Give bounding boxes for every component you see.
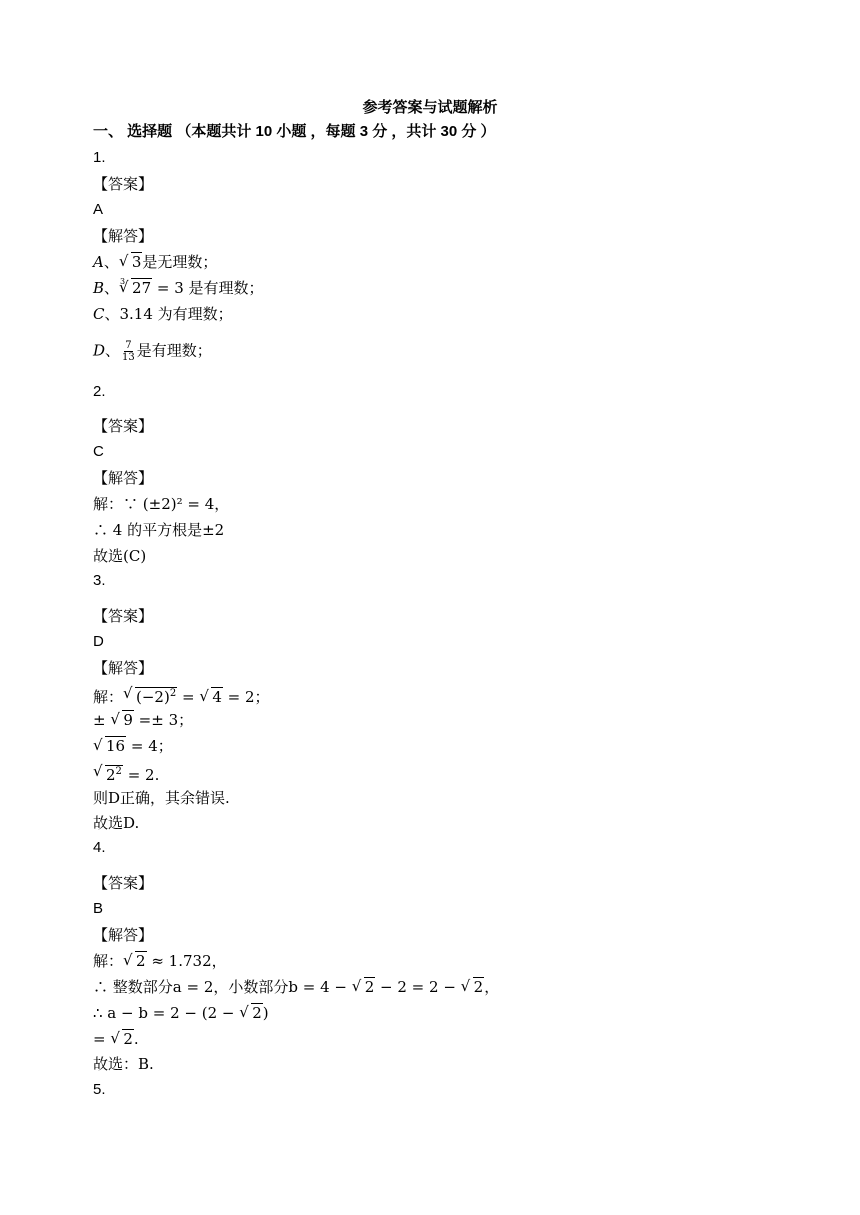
q3-line-1-radicand-2: 4 [212, 688, 222, 706]
q3-line-1 [93, 684, 270, 707]
q4-line-1 [93, 951, 227, 971]
q1-answer-label: 【答案】 [93, 175, 154, 193]
q3-line-6: 故选D. [93, 814, 140, 832]
q3-line-4-end: = 2. [122, 766, 160, 784]
q3-line-1-prefix: 解： [93, 688, 124, 706]
q4-line-4-end: . [133, 1030, 139, 1048]
q1-line-d-prefix: D [93, 341, 106, 360]
sqrt-symbol [199, 687, 223, 707]
q3-line-1-end: = 2； [222, 688, 270, 706]
q2-line-2: ∴ 4 的平方根是±2 [93, 521, 225, 539]
q3-line-3 [93, 736, 173, 756]
cube-root-symbol [119, 278, 152, 298]
page-title: 参考答案与试题解析 [362, 98, 498, 116]
q4-line-3-a: ∴ a − b = 2 − (2 − [93, 1004, 240, 1022]
q4-line-1-prefix: 解： [93, 952, 124, 970]
q1-line-b-sep: 、 [104, 279, 120, 297]
q4-line-4-radicand: 2 [123, 1030, 133, 1048]
q1-answer: A [93, 201, 104, 218]
q4-line-4 [93, 1029, 139, 1049]
q1-number: 1. [93, 149, 106, 166]
q1-line-c-text: 、3.14 为有理数； [104, 305, 233, 323]
sqrt-symbol [119, 252, 143, 272]
sqrt-symbol [93, 762, 123, 785]
q1-line-a-sep: 、 [103, 253, 119, 271]
q1-line-a-text: 是无理数； [142, 253, 218, 271]
q4-answer-label: 【答案】 [93, 874, 154, 892]
sqrt-symbol [239, 1003, 263, 1023]
q3-answer: D [93, 633, 104, 650]
q1-line-a [93, 252, 217, 272]
q1-solution-label: 【解答】 [93, 227, 154, 245]
q3-line-2 [93, 710, 193, 730]
q4-line-1-radicand: 2 [136, 952, 146, 970]
q3-line-1-radicand: (−2) [136, 688, 170, 706]
q2-solution-label: 【解答】 [93, 469, 154, 487]
q3-line-1-exponent: 2 [169, 688, 177, 699]
q4-line-2-radicand-1: 2 [364, 978, 375, 996]
q4-line-4-a: = [93, 1030, 111, 1048]
q4-answer: B [93, 900, 104, 917]
q1-line-b-prefix: B [93, 279, 105, 297]
q4-line-3-radicand: 2 [252, 1004, 262, 1022]
sqrt-symbol [352, 977, 376, 997]
q4-line-2-end: ， [484, 978, 500, 996]
q1-line-b-radicand: 27 [132, 279, 152, 297]
q3-line-3-end: = 4； [126, 737, 173, 755]
q3-line-4 [93, 762, 159, 785]
q3-line-3-radicand: 16 [106, 737, 126, 755]
q1-line-d-denominator: 13 [122, 352, 135, 363]
q1-line-a-prefix: A [93, 253, 104, 271]
section-heading: 一、 选择题 （本题共计 10 小题 ，每题 3 分 ，共计 30 分 ） [93, 123, 496, 140]
q2-answer: C [93, 443, 104, 460]
q4-line-2-b: − 2 = 2 − [375, 978, 461, 996]
q4-solution-label: 【解答】 [93, 926, 154, 944]
q4-line-3-end: ) [262, 1004, 269, 1022]
q3-line-2-prefix: ± [93, 711, 111, 729]
q3-line-2-end: =± 3； [133, 711, 194, 729]
q1-line-b-index: √ 3 [120, 277, 126, 286]
sqrt-symbol [110, 710, 134, 730]
q1-line-a-radicand: 3 [131, 253, 142, 271]
sqrt-symbol [123, 684, 177, 707]
q1-line-b [93, 278, 264, 298]
q3-line-4-exponent: 2 [115, 766, 122, 777]
fraction [122, 340, 135, 363]
q1-line-d-text: 是有理数； [136, 341, 212, 360]
q4-line-5: 故选：B. [93, 1055, 154, 1073]
q4-line-1-end: ≈ 1.732， [146, 952, 227, 970]
q1-line-d-sep: 、 [105, 341, 121, 360]
q3-line-5: 则D正确，其余错误. [93, 789, 230, 807]
sqrt-symbol [123, 951, 147, 971]
q3-number: 3. [93, 572, 106, 589]
q3-line-4-radicand: 2 [106, 766, 116, 784]
q1-line-b-text: = 3 是有理数； [152, 279, 264, 297]
q2-answer-label: 【答案】 [93, 417, 154, 435]
q3-solution-label: 【解答】 [93, 659, 154, 677]
q5-number: 5. [93, 1081, 106, 1098]
q4-line-2-radicand-2: 2 [473, 978, 484, 996]
q2-number: 2. [93, 383, 106, 400]
q4-line-2 [93, 977, 499, 997]
q2-line-3: 故选(C) [93, 547, 147, 565]
q2-line-1: 解：∵ (±2)² = 4， [93, 495, 230, 513]
sqrt-symbol [110, 1029, 134, 1049]
sqrt-symbol [461, 977, 485, 997]
sqrt-symbol [93, 736, 126, 756]
q4-number: 4. [93, 839, 106, 856]
q4-line-2-a: ∴ 整数部分a = 2，小数部分b = 4 − [93, 978, 352, 996]
q1-line-d [93, 340, 212, 363]
q3-line-1-mid: = [177, 688, 200, 706]
q4-line-3 [93, 1003, 269, 1023]
q1-line-c-prefix: C [93, 305, 105, 323]
q1-line-c [93, 304, 233, 324]
q3-answer-label: 【答案】 [93, 607, 154, 625]
q1-line-d-numerator: 7 [125, 340, 132, 351]
q3-line-2-radicand: 9 [123, 711, 133, 729]
